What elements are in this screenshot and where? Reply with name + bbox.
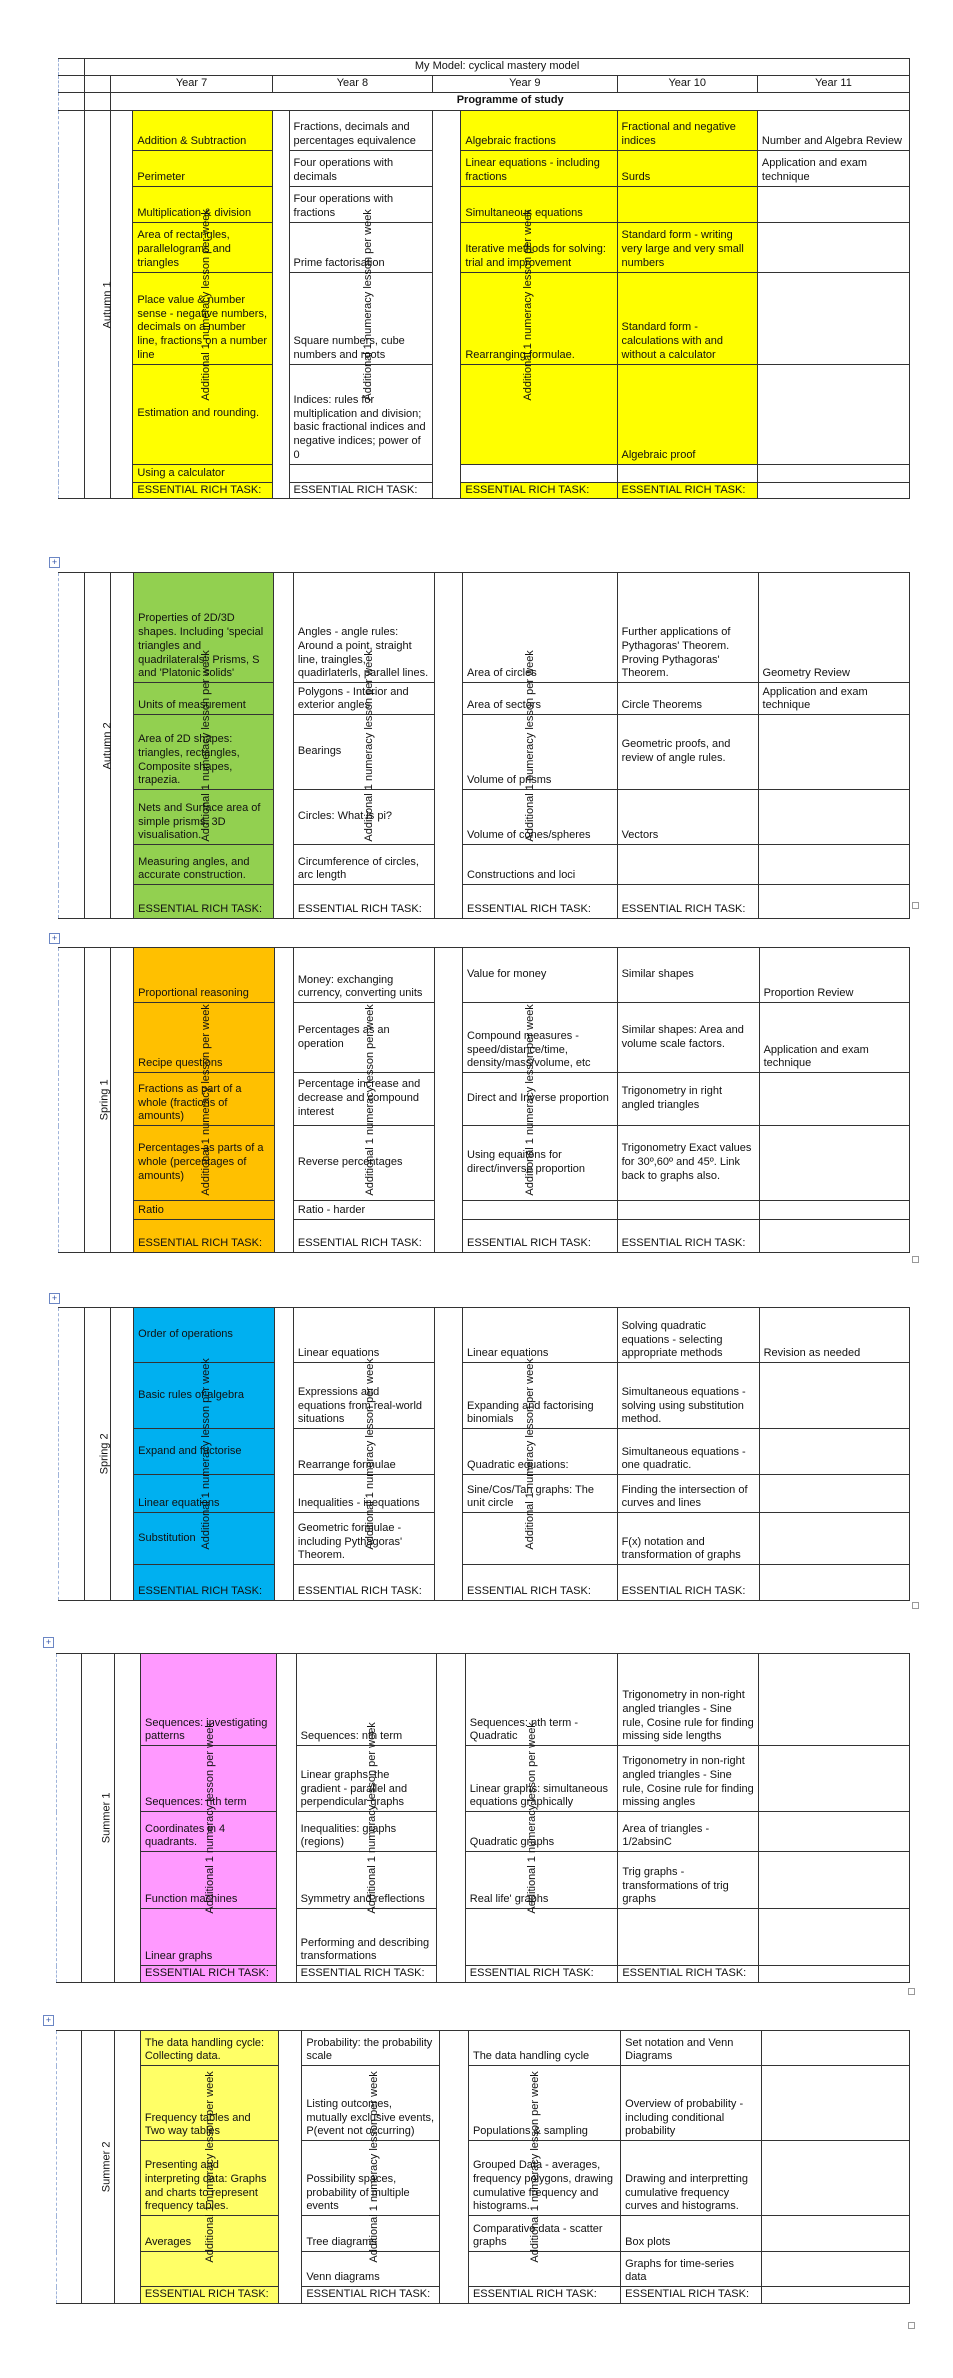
topic-cell: Fractions as part of a whole (fractions of amounts) (134, 1073, 275, 1126)
topic-cell: Similar shapes (617, 948, 759, 1003)
topic-cell: Square numbers, cube numbers and roots (289, 272, 433, 364)
topic-cell (761, 2141, 909, 2216)
programme-heading: Programme of study (111, 92, 910, 110)
topic-cell: Angles - angle rules: Around a point, straight line, traingles, quadirlaterls, parallel lines. (293, 573, 434, 683)
topic-cell: Linear graphs (141, 1909, 277, 1966)
topic-cell: Proportional reasoning (134, 948, 275, 1003)
topic-cell (759, 1909, 910, 1966)
topic-cell: Application and exam technique (758, 683, 909, 715)
topic-cell: Algebraic proof (617, 364, 757, 464)
topic-cell: Place value & number sense - negative numbers, decimals on a number line, fractions on a number line (133, 272, 272, 364)
topic-cell: Simultaneous equations - one quadratic. (617, 1429, 759, 1475)
term-table-spring2 (58, 1307, 910, 1601)
numeracy-label: Additional 1 numeracy lesson per week (434, 573, 462, 919)
topic-cell: Multiplication & division (133, 186, 272, 222)
topic-cell (461, 464, 617, 482)
topic-cell (759, 1746, 910, 1812)
numeracy-label: Additional 1 numeracy lesson per week (436, 1654, 465, 1983)
topic-cell: Money: exchanging currency, converting units (293, 948, 434, 1003)
topic-cell: Linear equations (463, 1308, 618, 1363)
rich-task-cell: ESSENTIAL RICH TASK: (293, 1565, 434, 1601)
topic-cell: Vectors (617, 790, 758, 845)
topic-cell: Standard form - writing very large and very small numbers (617, 222, 757, 272)
topic-cell: Trig graphs - transformations of trig graphs (618, 1852, 759, 1909)
rich-task-cell: ESSENTIAL RICH TASK: (617, 885, 758, 919)
topic-cell: Drawing and interpretting cumulative frequency curves and histograms. (621, 2141, 762, 2216)
rich-task-cell (758, 885, 909, 919)
numeracy-label: Additional 1 numeracy lesson per week (111, 1308, 134, 1601)
rich-task-cell: ESSENTIAL RICH TASK: (463, 1220, 618, 1253)
topic-cell: Linear graphs: simultaneous equations graphically (465, 1746, 618, 1812)
topic-cell: Compound measures - speed/distance/time, density/mass/volume, etc (463, 1003, 618, 1073)
topic-cell (761, 2031, 909, 2066)
topic-cell: Linear equations (134, 1475, 275, 1513)
topic-cell: Probability: the probability scale (302, 2031, 440, 2066)
numeracy-label: Additional 1 numeracy lesson per week (275, 1308, 294, 1601)
term-label-spring-1: Spring 1 (85, 948, 111, 1253)
rich-task-cell (759, 1966, 910, 1983)
topic-cell: Area of rectangles, parallelograms and triangles (133, 222, 272, 272)
numeracy-label: Additional 1 numeracy lesson per week (276, 1654, 296, 1983)
numeracy-label: Additional 1 numeracy lesson per week (111, 573, 134, 919)
topic-cell: Proportion Review (759, 948, 909, 1003)
topic-cell: Indices: rules for multiplication and division; basic fractional indices and negative indices; power of 0 (289, 364, 433, 464)
numeracy-label: Additional 1 numeracy lesson per week (272, 110, 289, 499)
term-label-summer-2: Summer 2 (81, 2031, 114, 2304)
rich-task-cell: ESSENTIAL RICH TASK: (618, 1966, 759, 1983)
rich-task-cell: ESSENTIAL RICH TASK: (134, 1565, 275, 1601)
topic-cell: Percentages as parts of a whole (percentages of amounts) (134, 1126, 275, 1201)
topic-cell (463, 1513, 618, 1565)
topic-cell (757, 186, 909, 222)
topic-cell: Function machines (141, 1852, 277, 1909)
table-resize-handle[interactable] (912, 1256, 919, 1263)
topic-cell: Fractional and negative indices (617, 110, 757, 150)
topic-cell: Direct and Inverse proportion (463, 1073, 618, 1126)
topic-cell: Inequalities: graphs (regions) (296, 1812, 436, 1852)
topic-cell: Geometric formulae - including Pythagoras' Theorem. (293, 1513, 434, 1565)
topic-cell: Linear equations (293, 1308, 434, 1363)
topic-cell: Area of circles (463, 573, 618, 683)
rich-task-cell: ESSENTIAL RICH TASK: (293, 885, 434, 919)
topic-cell: Averages (140, 2216, 278, 2252)
topic-cell (759, 1201, 909, 1220)
table-resize-handle[interactable] (912, 902, 919, 909)
topic-cell: Order of operations (134, 1308, 275, 1363)
topic-cell: Trigonometry in right angled triangles (617, 1073, 759, 1126)
topic-cell: Venn diagrams (302, 2252, 440, 2287)
topic-cell: Algebraic fractions (461, 110, 617, 150)
rich-task-cell: ESSENTIAL RICH TASK: (465, 1966, 618, 1983)
topic-cell: Application and exam technique (757, 150, 909, 186)
numeracy-label: Additional 1 numeracy lesson per week (115, 1654, 141, 1983)
topic-cell: Addition & Subtraction (133, 110, 272, 150)
topic-cell (617, 464, 757, 482)
topic-cell: Similar shapes: Area and volume scale factors. (617, 1003, 759, 1073)
topic-cell: Linear graphs: the gradient - parallel and perpendicular graphs (296, 1746, 436, 1812)
topic-cell: Standard form - calculations with and without a calculator (617, 272, 757, 364)
topic-cell: Expand and factorise (134, 1429, 275, 1475)
rich-task-cell: ESSENTIAL RICH TASK: (289, 482, 433, 499)
topic-cell: Possibility spaces, probability of multiple events (302, 2141, 440, 2216)
rich-task-cell: ESSENTIAL RICH TASK: (134, 885, 274, 919)
topic-cell: Estimation and rounding. (133, 364, 272, 464)
topic-cell: Surds (617, 150, 757, 186)
table-move-handle-icon[interactable]: + (43, 2015, 54, 2026)
topic-cell: Overview of probability - including conditional probability (621, 2066, 762, 2141)
rich-task-cell: ESSENTIAL RICH TASK: (133, 482, 272, 499)
topic-cell: Sequences: nth term (141, 1746, 277, 1812)
topic-cell: Trigonometry Exact values for 30º,60º and 45º. Link back to graphs also. (617, 1126, 759, 1201)
topic-cell: Number and Algebra Review (757, 110, 909, 150)
topic-cell: The data handling cycle (468, 2031, 620, 2066)
topic-cell (761, 2216, 909, 2252)
topic-cell (617, 1201, 759, 1220)
topic-cell (757, 364, 909, 464)
topic-cell: Value for money (463, 948, 618, 1003)
topic-cell: Set notation and Venn Diagrams (621, 2031, 762, 2066)
topic-cell: Revision as needed (759, 1308, 909, 1363)
rich-task-cell: ESSENTIAL RICH TASK: (293, 1220, 434, 1253)
topic-cell: Application and exam technique (759, 1003, 909, 1073)
topic-cell: Sequences: nth term - Quadratic (465, 1654, 618, 1746)
rich-task-cell (761, 2287, 909, 2304)
topic-cell: Ratio (134, 1201, 275, 1220)
numeracy-label: Additional 1 numeracy lesson per week (433, 110, 461, 499)
numeracy-label: Additional 1 numeracy lesson per week (434, 1308, 462, 1601)
topic-cell: Rearranging formulae. (461, 272, 617, 364)
term-table-autumn2 (58, 572, 910, 919)
topic-cell: The data handling cycle: Collecting data. (140, 2031, 278, 2066)
term-label-autumn-1: Autumn 1 (85, 110, 111, 499)
topic-cell: Percentage increase and decrease and compound interest (293, 1073, 434, 1126)
topic-cell: Solving quadratic equations - selecting appropriate methods (617, 1308, 759, 1363)
topic-cell: Presenting and interpreting data: Graphs and charts to represent frequency tables. (140, 2141, 278, 2216)
topic-cell (617, 186, 757, 222)
topic-cell: Volume of cones/spheres (463, 790, 618, 845)
topic-cell: Measuring angles, and accurate construction. (134, 845, 274, 885)
topic-cell: Quadratic graphs (465, 1812, 618, 1852)
topic-cell (759, 1513, 909, 1565)
topic-cell: Listing outcomes, mutually exclusive events, P(event not occurring) (302, 2066, 440, 2141)
term-table-spring1 (58, 947, 910, 1253)
topic-cell: Nets and Surface area of simple prisms. 3D visualisation. (134, 790, 274, 845)
numeracy-label: Additional 1 numeracy lesson per week (278, 2031, 302, 2304)
topic-cell: Percentages as an operation (293, 1003, 434, 1073)
topic-cell: Simultaneous equations - solving using substitution method. (617, 1363, 759, 1429)
term-label-autumn-2: Autumn 2 (85, 573, 111, 919)
topic-cell (617, 845, 758, 885)
topic-cell: Sequences: nth term (296, 1654, 436, 1746)
topic-cell (461, 364, 617, 464)
topic-cell: Inequalities - inequations (293, 1475, 434, 1513)
numeracy-label: Additional 1 numeracy lesson per week (439, 2031, 468, 2304)
topic-cell: Simultaneous equations (461, 186, 617, 222)
topic-cell (465, 1909, 618, 1966)
topic-cell (759, 1429, 909, 1475)
topic-cell: Sine/Cos/Tan graphs: The unit circle (463, 1475, 618, 1513)
topic-cell: Finding the intersection of curves and lines (617, 1475, 759, 1513)
topic-cell: Using a calculator (133, 464, 272, 482)
topic-cell (618, 1909, 759, 1966)
topic-cell: Rearrange formulae (293, 1429, 434, 1475)
topic-cell: Area of triangles - 1/2absinC (618, 1812, 759, 1852)
topic-cell: Bearings (293, 715, 434, 790)
topic-cell (759, 1126, 909, 1201)
topic-cell: F(x) notation and transformation of graphs (617, 1513, 759, 1565)
topic-cell: Quadratic equations: (463, 1429, 618, 1475)
topic-cell: Circle Theorems (617, 683, 758, 715)
topic-cell (289, 464, 433, 482)
rich-task-cell: ESSENTIAL RICH TASK: (463, 885, 618, 919)
topic-cell (758, 845, 909, 885)
topic-cell: Ratio - harder (293, 1201, 434, 1220)
term-label-summer-1: Summer 1 (81, 1654, 114, 1983)
topic-cell: Sequences: investigating patterns (141, 1654, 277, 1746)
topic-cell: Perimeter (133, 150, 272, 186)
rich-task-cell: ESSENTIAL RICH TASK: (134, 1220, 275, 1253)
topic-cell: Circumference of circles, arc length (293, 845, 434, 885)
topic-cell: Expressions and equations from real-world situations (293, 1363, 434, 1429)
term-table-summer1 (56, 1653, 910, 1983)
topic-cell (759, 1073, 909, 1126)
table-move-handle-icon[interactable]: + (49, 557, 60, 568)
topic-cell (757, 222, 909, 272)
topic-cell: Trigonometry in non-right angled triangles - Sine rule, Cosine rule for finding missing side lengths (618, 1654, 759, 1746)
topic-cell: Real life' graphs (465, 1852, 618, 1909)
rich-task-cell (757, 482, 909, 499)
topic-cell: Fractions, decimals and percentages equivalence (289, 110, 433, 150)
table-move-handle-icon[interactable]: + (49, 933, 60, 944)
year-8-header: Year 8 (272, 75, 432, 92)
table-move-handle-icon[interactable]: + (43, 1637, 54, 1648)
rich-task-cell: ESSENTIAL RICH TASK: (617, 482, 757, 499)
topic-cell: Constructions and loci (463, 845, 618, 885)
rich-task-cell: ESSENTIAL RICH TASK: (296, 1966, 436, 1983)
topic-cell: Area of 2D shapes: triangles, rectangles, Composite shapes, trapezia. (134, 715, 274, 790)
document-title: My Model: cyclical mastery model (85, 59, 910, 76)
topic-cell: Units of measurement (134, 683, 274, 715)
topic-cell (757, 464, 909, 482)
topic-cell: Performing and describing transformations (296, 1909, 436, 1966)
rich-task-cell: ESSENTIAL RICH TASK: (463, 1565, 618, 1601)
topic-cell (759, 1812, 910, 1852)
topic-cell: Expanding and factorising binomials (463, 1363, 618, 1429)
topic-cell (758, 715, 909, 790)
topic-cell: Basic rules of algebra (134, 1363, 275, 1429)
topic-cell (761, 2252, 909, 2287)
rich-task-cell: ESSENTIAL RICH TASK: (617, 1220, 759, 1253)
topic-cell: Substitution (134, 1513, 275, 1565)
topic-cell (468, 2252, 620, 2287)
topic-cell (759, 1475, 909, 1513)
table-resize-handle[interactable] (908, 2322, 915, 2329)
topic-cell (757, 272, 909, 364)
numeracy-label: Additional 1 numeracy lesson per week (114, 2031, 140, 2304)
topic-cell (759, 1654, 910, 1746)
term-table-autumn1 (58, 58, 910, 499)
topic-cell: Recipe questions (134, 1003, 275, 1073)
year-7-header: Year 7 (111, 75, 272, 92)
table-move-handle-icon[interactable]: + (49, 1293, 60, 1304)
topic-cell: Further applications of Pythagoras' Theorem. Proving Pythagoras' Theorem. (617, 573, 758, 683)
rich-task-cell: ESSENTIAL RICH TASK: (617, 1565, 759, 1601)
numeracy-label: Additional 1 numeracy lesson per week (111, 110, 133, 499)
topic-cell: Geometry Review (758, 573, 909, 683)
rich-task-cell: ESSENTIAL RICH TASK: (140, 2287, 278, 2304)
topic-cell: Box plots (621, 2216, 762, 2252)
topic-cell: Using equaitons for direct/inverse proportion (463, 1126, 618, 1201)
topic-cell: Properties of 2D/3D shapes. Including 'special triangles and quadrilaterals'; Prisms, S and 'Platonic solids' (134, 573, 274, 683)
rich-task-cell: ESSENTIAL RICH TASK: (461, 482, 617, 499)
topic-cell: Grouped Data - averages, frequency polygons, drawing cumulative frequency and histograms. (468, 2141, 620, 2216)
topic-cell: Symmetry and reflections (296, 1852, 436, 1909)
topic-cell: Volume of prisms (463, 715, 618, 790)
topic-cell (759, 1363, 909, 1429)
rich-task-cell: ESSENTIAL RICH TASK: (141, 1966, 277, 1983)
topic-cell: Prime factorisation (289, 222, 433, 272)
topic-cell: Tree diagrams (302, 2216, 440, 2252)
rich-task-cell (759, 1565, 909, 1601)
topic-cell: Coordinates in 4 quadrants. (141, 1812, 277, 1852)
year-10-header: Year 10 (617, 75, 757, 92)
topic-cell: Graphs for time-series data (621, 2252, 762, 2287)
topic-cell (759, 1852, 910, 1909)
topic-cell (758, 790, 909, 845)
rich-task-cell (759, 1220, 909, 1253)
topic-cell: Linear equations - including fractions (461, 150, 617, 186)
year-9-header: Year 9 (433, 75, 617, 92)
rich-task-cell: ESSENTIAL RICH TASK: (468, 2287, 620, 2304)
topic-cell: Populations & sampling (468, 2066, 620, 2141)
topic-cell: Iterative methods for solving: trial and improvement (461, 222, 617, 272)
numeracy-label: Additional 1 numeracy lesson per week (275, 948, 294, 1253)
term-label-spring-2: Spring 2 (85, 1308, 111, 1601)
rich-task-cell: ESSENTIAL RICH TASK: (302, 2287, 440, 2304)
year-11-header: Year 11 (757, 75, 909, 92)
topic-cell: Four operations with fractions (289, 186, 433, 222)
rich-task-cell: ESSENTIAL RICH TASK: (621, 2287, 762, 2304)
topic-cell: Comparative data - scatter graphs (468, 2216, 620, 2252)
topic-cell: Polygons - Interior and exterior angles (293, 683, 434, 715)
topic-cell: Frequency tables and Two way tables (140, 2066, 278, 2141)
table-resize-handle[interactable] (912, 1602, 919, 1609)
topic-cell: Reverse percentages (293, 1126, 434, 1201)
numeracy-label: Additional 1 numeracy lesson per week (274, 573, 294, 919)
numeracy-label: Additional 1 numeracy lesson per week (111, 948, 134, 1253)
topic-cell: Area of sectors (463, 683, 618, 715)
topic-cell: Four operations with decimals (289, 150, 433, 186)
topic-cell (761, 2066, 909, 2141)
topic-cell: Trigonometry in non-right angled triangles - Sine rule, Cosine rule for finding missing angles (618, 1746, 759, 1812)
table-resize-handle[interactable] (908, 1988, 915, 1995)
term-table-summer2 (56, 2030, 910, 2304)
topic-cell (463, 1201, 618, 1220)
numeracy-label: Additional 1 numeracy lesson per week (434, 948, 462, 1253)
topic-cell: Geometric proofs, and review of angle rules. (617, 715, 758, 790)
topic-cell: Circles: What is pi? (293, 790, 434, 845)
